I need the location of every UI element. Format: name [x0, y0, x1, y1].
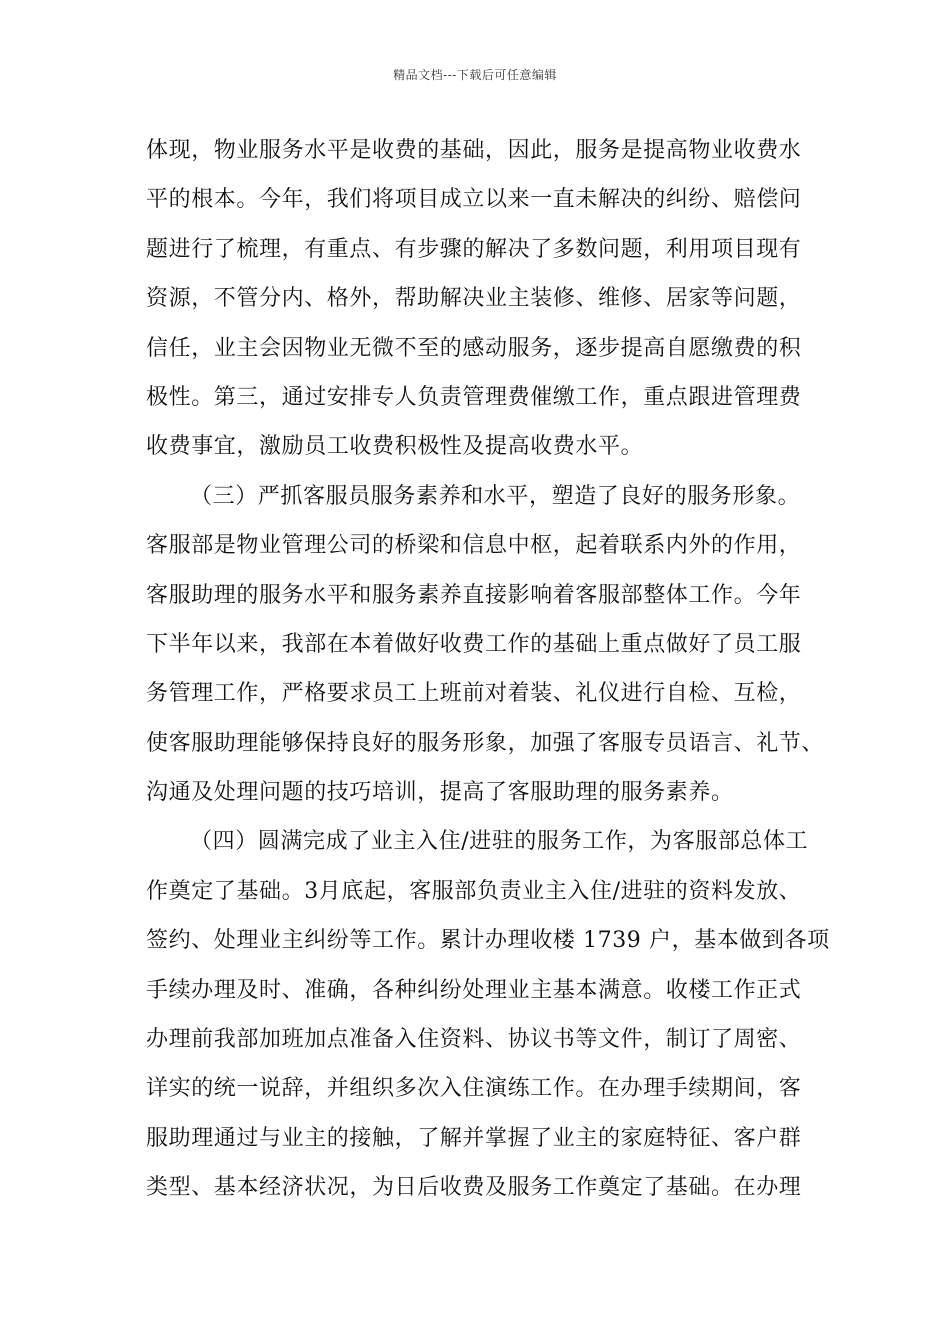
section-heading-4: （四）圆满完成了业主入住/进驻的服务工作，为客服部总体工	[190, 829, 809, 855]
text-line: 手续办理及时、准确，各种纠纷处理业主基本满意。收楼工作正式	[146, 977, 802, 1003]
text-line: 类型、基本经济状况，为日后收费及服务工作奠定了基础。在办理	[146, 1175, 802, 1201]
text-line: 服助理通过与业主的接触，了解并掌握了业主的家庭特征、客户群	[146, 1125, 802, 1151]
text-line: 题进行了梳理，有重点、有步骤的解决了多数问题，利用项目现有	[146, 236, 802, 262]
text-line: 签约、处理业主纠纷等工作。累计办理收楼 1739 户，基本做到各项	[146, 928, 830, 954]
section-heading-3: （三）严抓客服员服务素养和水平，塑造了良好的服务形象。	[190, 483, 801, 509]
text-line: 使客服助理能够保持良好的服务形象，加强了客服专员语言、礼节、	[146, 730, 825, 756]
text-line: 平的根本。今年，我们将项目成立以来一直未解决的纠纷、赔偿问	[146, 187, 802, 213]
text-line: 体现，物业服务水平是收费的基础，因此，服务是提高物业收费水	[146, 138, 802, 163]
text-line: 极性。第三，通过安排专人负责管理费催缴工作，重点跟进管理费	[146, 384, 802, 410]
text-line: 务管理工作，严格要求员工上班前对着装、礼仪进行自检、互检，	[146, 681, 802, 707]
text-line: 客服部是物业管理公司的桥梁和信息中枢，起着联系内外的作用，	[146, 533, 802, 559]
body-text	[146, 126, 836, 1213]
text-line: 收费事宜，激励员工收费积极性及提高收费水平。	[146, 434, 644, 460]
text-line: 沟通及处理问题的技巧培训，提高了客服助理的服务素养。	[146, 780, 734, 806]
text-line: 作奠定了基础。3月底起，客服部负责业主入住/进驻的资料发放、	[146, 878, 802, 904]
text-line: 详实的统一说辞，并组织多次入住演练工作。在办理手续期间，客	[146, 1076, 802, 1102]
page-header: 精品文档---下载后可任意编辑	[393, 68, 557, 82]
text-line: 客服助理的服务水平和服务素养直接影响着客服部整体工作。今年	[146, 582, 802, 608]
text-line: 信任，业主会因物业无微不至的感动服务，逐步提高自愿缴费的积	[146, 335, 802, 361]
text-line: 下半年以来，我部在本着做好收费工作的基础上重点做好了员工服	[146, 631, 802, 657]
text-line: 办理前我部加班加点准备入住资料、协议书等文件，制订了周密、	[146, 1027, 802, 1053]
text-line: 资源，不管分内、格外，帮助解决业主装修、维修、居家等问题，	[146, 286, 802, 312]
